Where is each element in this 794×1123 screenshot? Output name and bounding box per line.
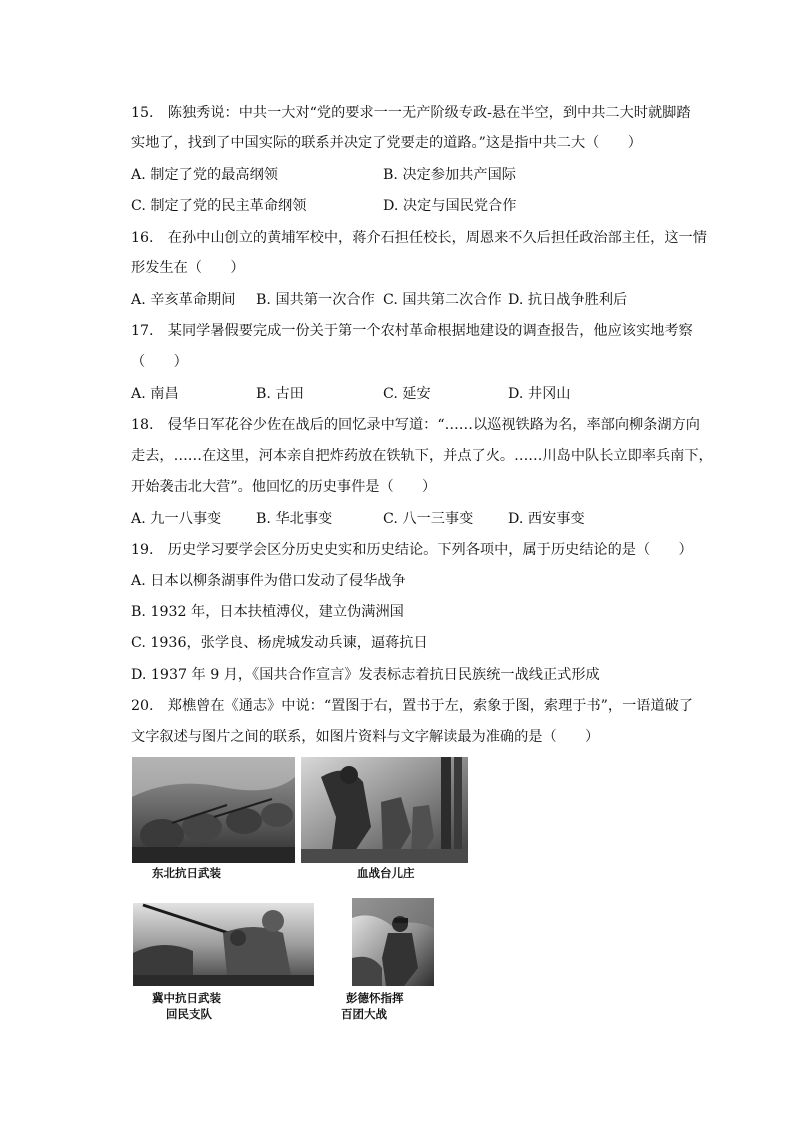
q18-stem-line2: 走去，……在这里，河本亲自把炸药放在铁轨下，并点了火。……川岛中队长立即率兵南下，	[131, 448, 713, 464]
photo-battle-of-taierzhuang	[301, 757, 468, 863]
q15-stem-line2: 实地了，找到了中国实际的联系并决定了党要走的道路。”这是指中共二大（ ）	[131, 135, 642, 151]
caption-peng-dehuai-line2: 百团大战	[341, 1007, 387, 1021]
q19-option-d: D. 1937 年 9 月，《国共合作宣言》发表标志着抗日民族统一战线正式形成	[131, 667, 600, 683]
caption-northeast-resistance: 东北抗日武装	[152, 866, 221, 880]
q20-stem-line1: 20. 郑樵曾在《通志》中说：“置图于右，置书于左，索象于图，索理于书”，一语道破了	[131, 698, 694, 714]
q17-stem-line1: 17. 某同学暑假要完成一份关于第一个农村革命根据地建设的调查报告，他应该实地考察	[131, 323, 693, 339]
q15-stem-line1: 15. 陈独秀说：中共一大对“党的要求一一无产阶级专政-悬在半空，到中共二大时就脚踏	[131, 105, 691, 121]
q19-option-b: B. 1932 年，日本扶植溥仪，建立伪满洲国	[131, 604, 404, 620]
q18-stem-line3: 开始袭击北大营”。他回忆的历史事件是（ ）	[131, 479, 437, 495]
q16-option-b: B. 国共第一次合作	[256, 292, 375, 308]
q15-option-b: B. 决定参加共产国际	[383, 167, 516, 183]
q19-option-c: C. 1936，张学良、杨虎城发动兵谏，逼蒋抗日	[131, 635, 428, 651]
q17-stem-line2: （ ）	[131, 354, 188, 370]
q16-option-a: A. 辛亥革命期间	[131, 292, 236, 308]
q18-option-a: A. 九一八事变	[131, 511, 222, 527]
q17-option-d: D. 井冈山	[508, 386, 571, 402]
q15-option-a: A. 制定了党的最高纲领	[131, 167, 278, 183]
q18-option-b: B. 华北事变	[256, 511, 333, 527]
q18-stem-line1: 18. 侵华日军花谷少佐在战后的回忆录中写道：“……以巡视铁路为名，率部向柳条湖方向	[131, 417, 700, 433]
q16-option-d: D. 抗日战争胜利后	[508, 292, 628, 308]
caption-peng-dehuai-line1: 彭德怀指挥	[346, 991, 404, 1005]
caption-jizhong-resistance-line1: 冀中抗日武装	[152, 991, 221, 1005]
q19-stem-line1: 19. 历史学习要学会区分历史史实和历史结论。下列各项中，属于历史结论的是（ ）	[131, 542, 693, 558]
caption-battle-of-taierzhuang: 血战台儿庄	[357, 866, 415, 880]
q19-option-a: A. 日本以柳条湖事件为借口发动了侵华战争	[131, 573, 406, 589]
photo-peng-dehuai-hundred-regiments	[352, 898, 434, 986]
q20-stem-line2: 文字叙述与图片之间的联系，如图片资料与文字解读最为准确的是（ ）	[131, 729, 600, 745]
caption-jizhong-resistance-line2: 回民支队	[166, 1007, 212, 1021]
q16-option-c: C. 国共第二次合作	[383, 292, 502, 308]
q15-option-d: D. 决定与国民党合作	[383, 198, 517, 214]
q17-option-c: C. 延安	[383, 386, 431, 402]
q18-option-d: D. 西安事变	[508, 511, 585, 527]
q17-option-a: A. 南昌	[131, 386, 179, 402]
q18-option-c: C. 八一三事变	[383, 511, 474, 527]
q16-stem-line2: 形发生在（ ）	[131, 260, 245, 276]
q15-option-c: C. 制定了党的民主革命纲领	[131, 198, 307, 214]
q16-stem-line1: 16. 在孙中山创立的黄埔军校中，蒋介石担任校长，周恩来不久后担任政治部主任，这一情	[131, 230, 707, 246]
photo-northeast-resistance	[132, 757, 295, 863]
q17-option-b: B. 古田	[256, 386, 304, 402]
photo-jizhong-resistance	[133, 903, 314, 986]
